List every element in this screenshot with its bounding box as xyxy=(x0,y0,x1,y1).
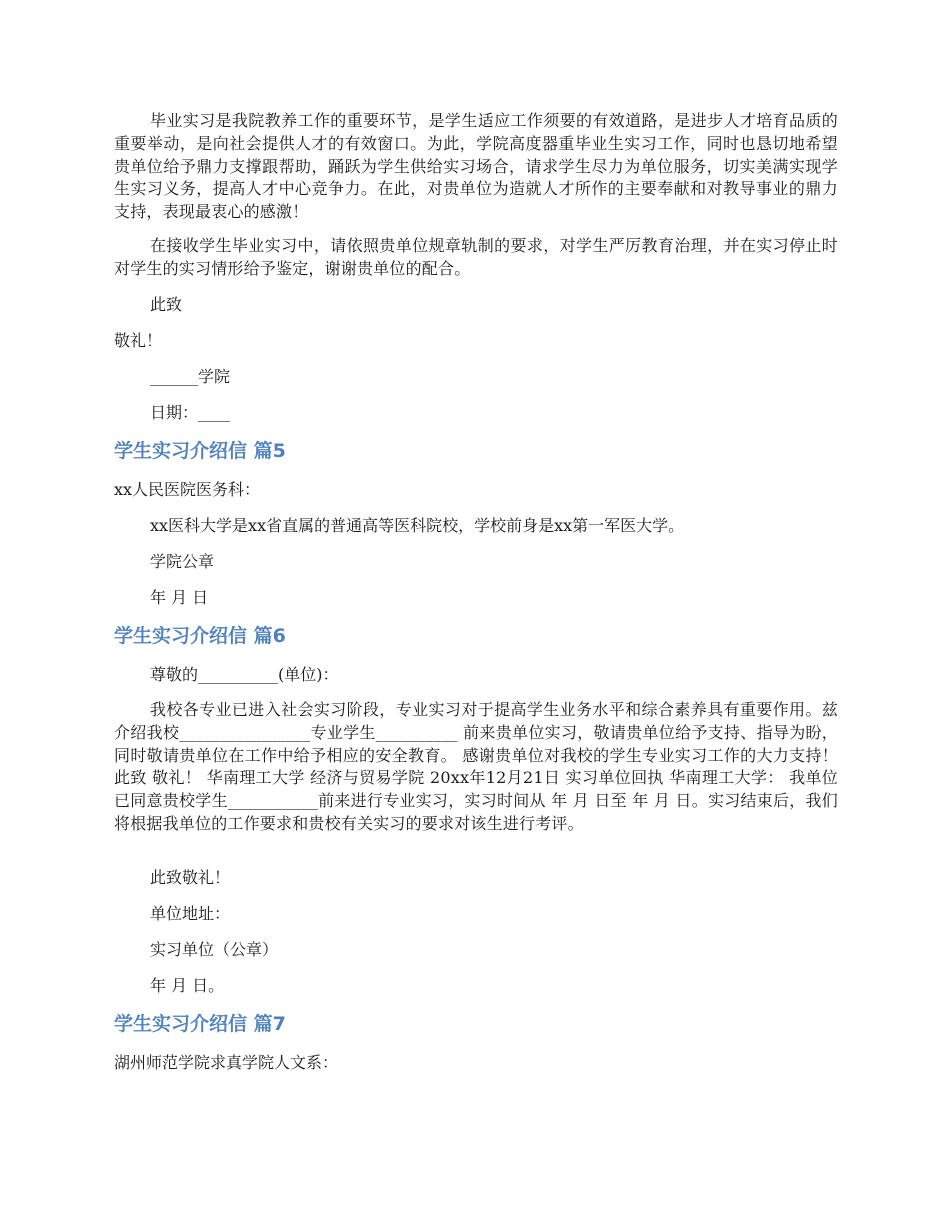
section-6-body: 我校各专业已进入社会实习阶段，专业实习对于提高学生业务水平和综合素养具有重要作用。兹介绍我校________________专业学生__________ 前来贵单位实习，敬请贵单位给予支持、指导为盼，同时敬请贵单位在工作中给予相应的安全教育。 感谢贵单位对我校的学生专业实习工作的大力支持！ 此致 敬礼！ 华南理工大学 经济与贸易学院 20xx年12月21日 实习单位回执 华南理工大学： 我单位已同意贵校学生___________前来进行专业实习，实习时间从 年 月 日至 年 月 日。实习结束后，我们将根据我单位的工作要求和贵校有关实习的要求对该生进行考评。 xyxy=(114,700,838,833)
closing-regards: 敬礼！ xyxy=(114,331,163,350)
section-6-date: 年 月 日。 xyxy=(150,976,225,995)
signature-date: 日期：____ xyxy=(150,403,231,422)
section-6-heading: 学生实习介绍信 篇6 xyxy=(114,625,286,647)
section-6-unit-seal: 实习单位（公章） xyxy=(150,940,279,959)
closing-salutation: 此致 xyxy=(150,295,183,314)
college-signature: ______学院 xyxy=(150,367,231,386)
section-5-heading: 学生实习介绍信 篇5 xyxy=(114,440,286,462)
request-paragraph: 在接收学生毕业实习中，请依照贵单位规章轨制的要求，对学生严厉教育治理，并在实习停止时对学生的实习情形给予鉴定，谢谢贵单位的配合。 xyxy=(114,236,838,278)
section-5-date: 年 月 日 xyxy=(150,588,209,607)
section-6-address: 单位地址： xyxy=(150,904,231,923)
section-5-seal: 学院公章 xyxy=(150,552,215,571)
section-7-addressee: 湖州师范学院求真学院人文系： xyxy=(114,1053,339,1072)
section-5-body: xx医科大学是xx省直属的普通高等医科院校，学校前身是xx第一军医大学。 xyxy=(150,516,685,535)
section-6-addressee: 尊敬的__________(单位)： xyxy=(150,665,339,684)
section-6-closing: 此致敬礼！ xyxy=(150,868,231,887)
intro-paragraph: 毕业实习是我院教养工作的重要环节，是学生适应工作须要的有效道路，是进步人才培育品质的重要举动，是向社会提供人才的有效窗口。为此，学院高度器重毕业生实习工作，同时也恳切地希望贵单位给予鼎力支撑跟帮助，踊跃为学生供给实习场合，请求学生尽力为单位服务，切实美满实现学生实习义务，提高人才中心竞争力。在此，对贵单位为造就人才所作的主要奉献和对教导事业的鼎力支持，表现最衷心的感激！ xyxy=(114,111,838,222)
section-7-heading: 学生实习介绍信 篇7 xyxy=(114,1013,286,1035)
section-5-addressee: xx人民医院医务科： xyxy=(114,480,261,499)
